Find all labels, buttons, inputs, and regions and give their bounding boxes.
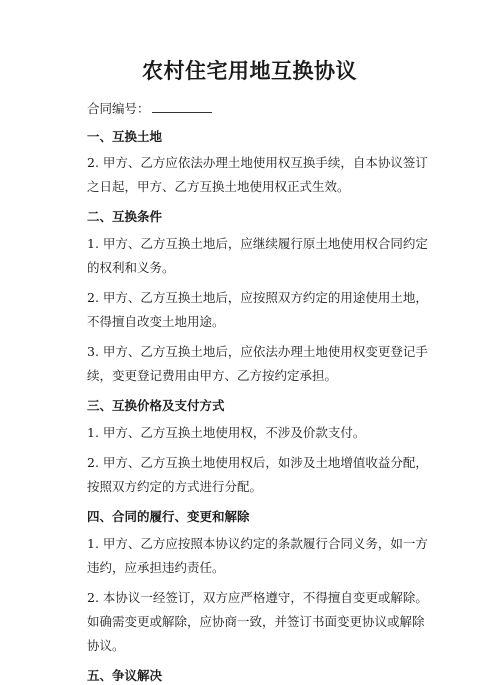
contract-number-label: 合同编号：: [87, 101, 150, 116]
section-heading-1: 一、互换土地: [87, 129, 163, 144]
section-4-paragraph-1: 1. 甲方、乙方应按照本协议约定的条款履行合同义务，如一方违约，应承担违约责任。: [87, 536, 428, 575]
section-1-paragraph-1: 2. 甲方、乙方应依法办理土地使用权互换手续，自本协议签订之日起，甲方、乙方互换土地使用权正式生效。: [87, 155, 428, 194]
section-heading-5: 五、争议解决: [87, 668, 163, 683]
contract-number-blank: [152, 100, 212, 113]
section-3-paragraph-2: 2. 甲方、乙方互换土地使用权后，如涉及土地增值收益分配，按照双方约定的方式进行分配。: [87, 455, 428, 494]
section-2-paragraph-2: 2. 甲方、乙方互换土地后，应按照双方约定的用途使用土地，不得擅自改变土地用途。: [87, 290, 428, 329]
section-heading-3: 三、互换价格及支付方式: [87, 398, 225, 413]
section-3-paragraph-1: 1. 甲方、乙方互换土地使用权，不涉及价款支付。: [87, 425, 366, 440]
section-2-paragraph-3: 3. 甲方、乙方互换土地后，应依法办理土地使用权变更登记手续，变更登记费用由甲方、乙方按约定承担。: [87, 344, 428, 383]
document-title: 农村住宅用地互换协议: [142, 58, 357, 83]
section-heading-4: 四、合同的履行、变更和解除: [87, 509, 250, 524]
contract-number-row: [87, 100, 432, 118]
section-heading-2: 二、互换条件: [87, 209, 163, 224]
section-2-paragraph-1: 1. 甲方、乙方互换土地后，应继续履行原土地使用权合同约定的权利和义务。: [87, 236, 428, 275]
section-4-paragraph-2: 2. 本协议一经签订，双方应严格遵守，不得擅自变更或解除。如确需变更或解除，应协商一致，并签订书面变更协议或解除协议。: [87, 590, 428, 653]
